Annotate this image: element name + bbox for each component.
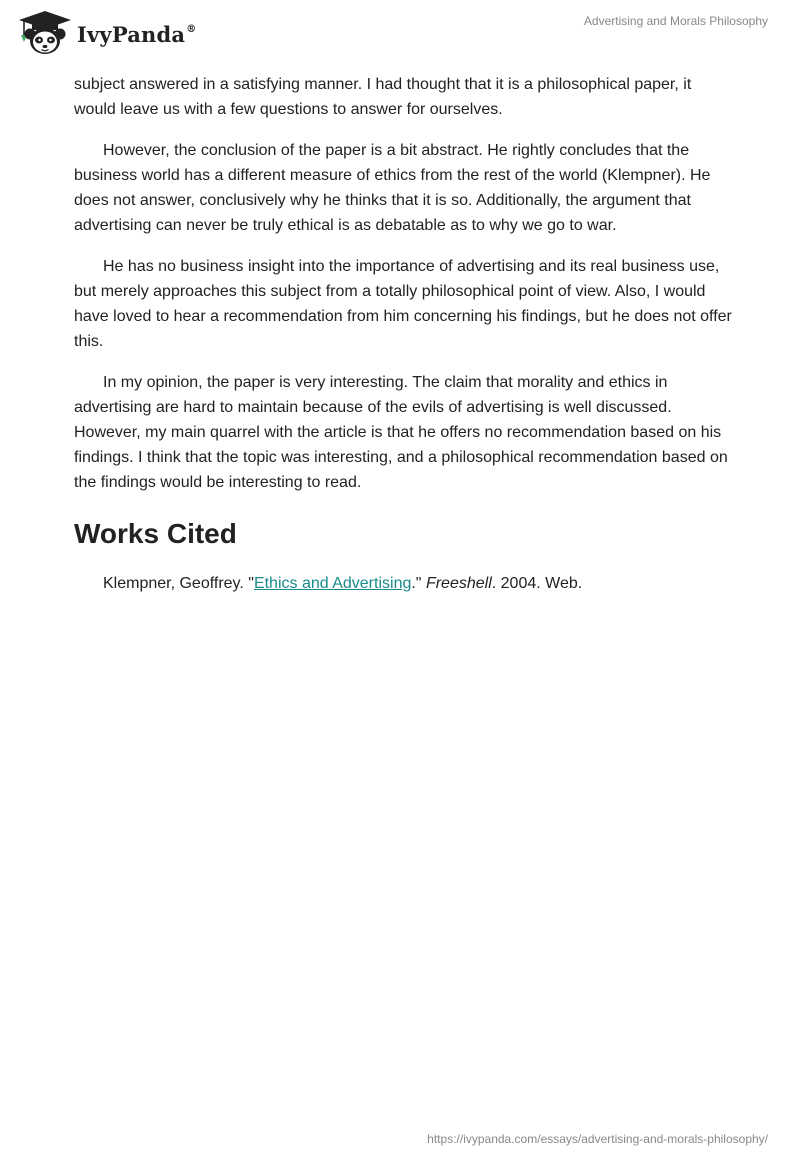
registered-mark: ®	[186, 23, 197, 35]
paragraph-4: In my opinion, the paper is very interesting. The claim that morality and ethics in advertising are hard to maintain because of the evils of advertising is well discussed. However, my main quarrel with the article is that he offers no recommendation based on his findings. I think that the topic was interesting, and a philosophical recommendation based on the findings would be interesting to read.	[74, 374, 728, 491]
footer-url: https://ivypanda.com/essays/advertising-and-morals-philosophy/	[427, 1132, 768, 1146]
brand-name: IvyPanda®	[77, 21, 197, 47]
citation-link[interactable]: Ethics and Advertising	[253, 575, 412, 592]
paragraph-3: He has no business insight into the importance of advertising and its real business use, but merely approaches this subject from a totally philosophical point of view. Also, I would have loved to hear a recommendation from him concerning his findings, but he does not offer this.	[74, 258, 732, 350]
citation-author: Klempner, Geoffrey. "	[103, 575, 254, 592]
panda-graduate-icon	[15, 9, 75, 57]
citation-entry	[103, 571, 734, 596]
paragraph-1: subject answered in a satisfying manner. I had thought that it is a philosophical paper, it would leave us with a few questions to answer for ourselves.	[74, 76, 692, 118]
document-title: Advertising and Morals Philosophy	[583, 14, 768, 28]
page-header	[0, 0, 800, 70]
paragraph-2: However, the conclusion of the paper is a bit abstract. He rightly concludes that the business world has a different measure of ethics from the rest of the world (Klempner). He does not answer, conclusively why he thinks that it is so. Additionally, the argument that advertising can never be truly ethical is as debatable as to why we go to war.	[74, 142, 711, 234]
citation-rest: . 2004. Web.	[491, 575, 583, 592]
essay-body	[74, 72, 734, 596]
citation-source: Freeshell	[425, 575, 492, 592]
ivypanda-logo[interactable]	[15, 9, 196, 57]
works-cited-heading: Works Cited	[74, 518, 237, 549]
citation-after-link: ."	[411, 575, 426, 592]
